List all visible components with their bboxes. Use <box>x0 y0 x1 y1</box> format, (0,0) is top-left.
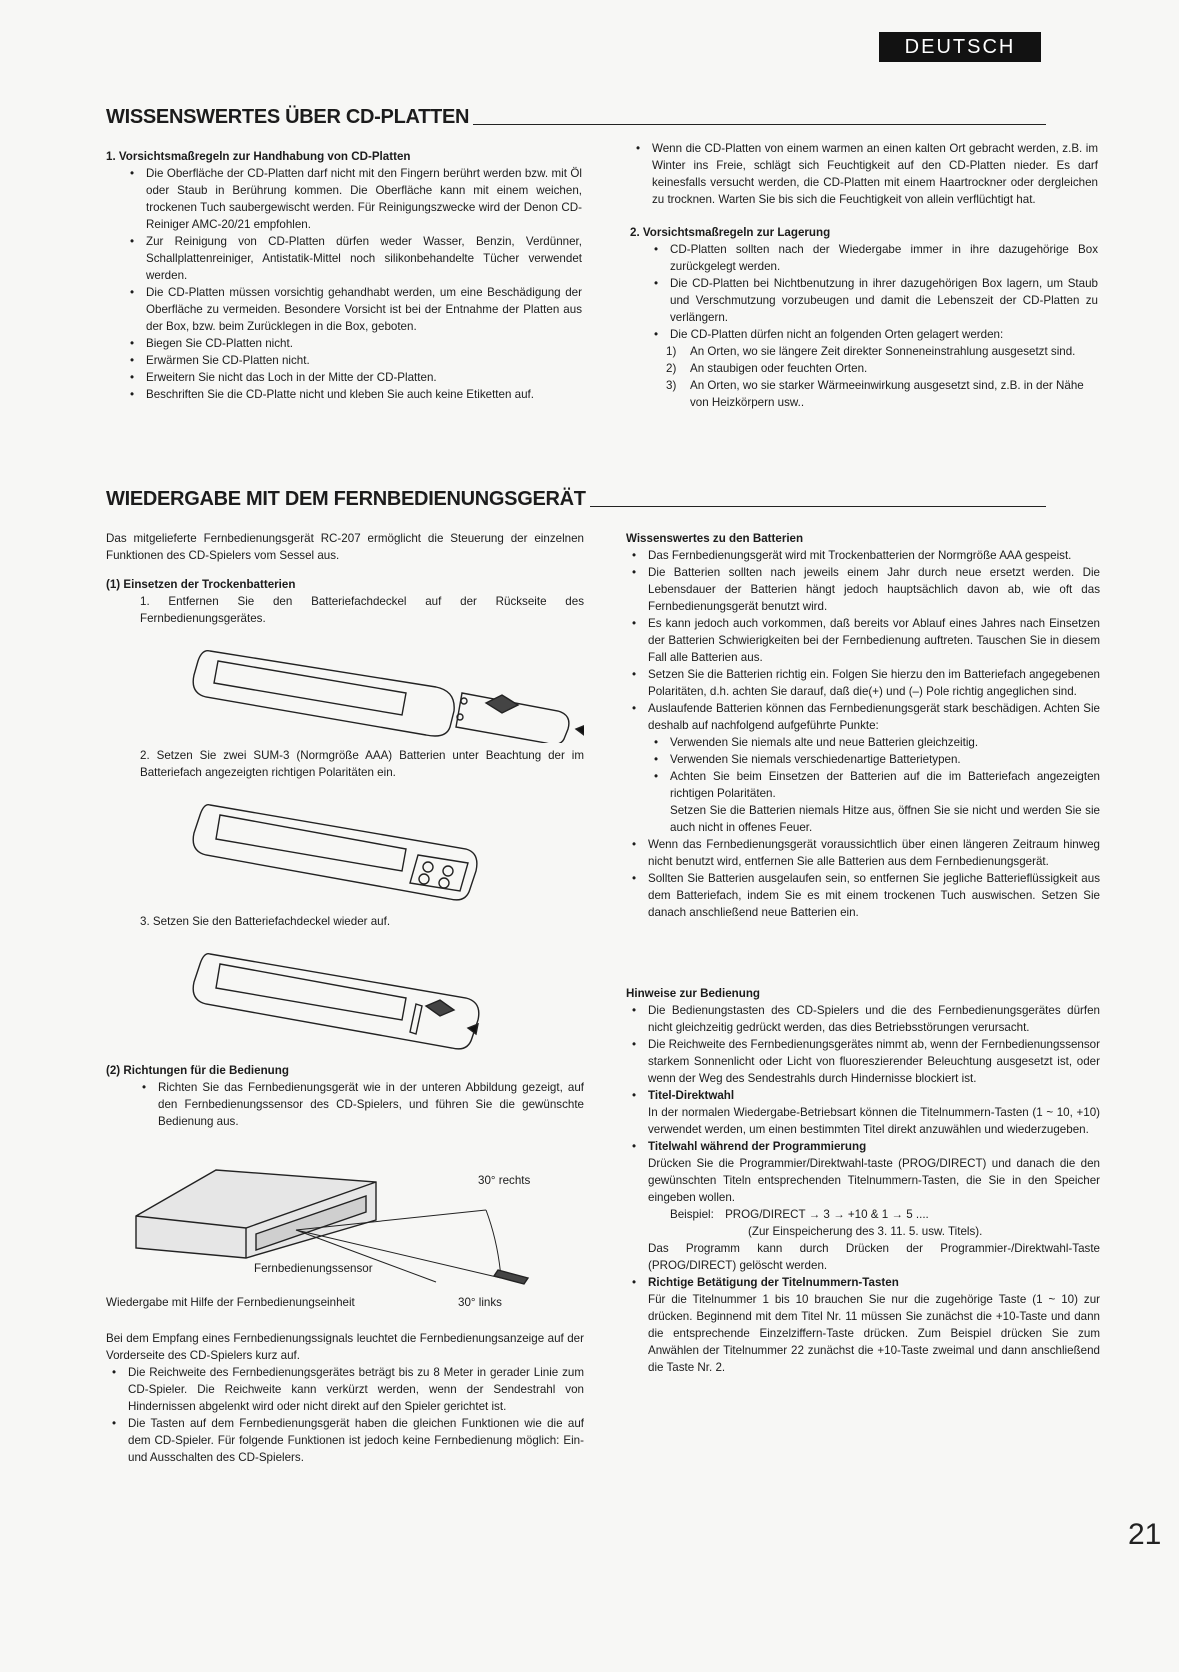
notes-bullet-list <box>626 1002 1100 1376</box>
list-item: • Biegen Sie CD-Platten nicht. <box>124 335 582 352</box>
item1-bullet-list <box>106 165 582 403</box>
signal-paragraph: Bei dem Empfang eines Fernbedienungssignals leuchtet die Fernbedienungsanzeige auf der Vorderseite des CD-Spielers kurz auf. <box>106 1332 584 1362</box>
list-item: • Das Fernbedienungsgerät wird mit Trockenbatterien der Normgröße AAA gespeist. <box>626 547 1100 564</box>
correct-text: Für die Titelnummer 1 bis 10 brauchen Sie nur die zugehörige Taste (1 ~ 10) zur drücken. Beginnend mit dem Titel Nr. 11 müssen Sie zunächst die +10-Taste und dann die entsprechende Einzelziffern-Taste drücken. Zum Beispiel drücken Sie zum Anwählen der Titelnummer 22 zunächst die +10-Taste zweimal und dann anschließend die Taste Nr. 2. <box>648 1293 1100 1374</box>
heading-rule <box>590 506 1046 507</box>
remote-cover-removal-figure <box>106 631 584 743</box>
section-heading-cd-platten <box>106 106 1046 129</box>
step2-text: 2. Setzen Sie zwei SUM-3 (Normgröße AAA) Batterien unter Beachtung der im Batteriefach angezeigten richtigen Polaritäten ein. <box>140 749 584 779</box>
page-number: 21 <box>1128 1518 1162 1551</box>
list-item <box>666 360 1098 377</box>
battery-title: Wissenswertes zu den Batterien <box>626 532 804 545</box>
list-item: • Die Oberfläche der CD-Platten darf nicht mit den Fingern berührt werden bzw. mit Öl oder Staub in Berührung kommen. Die Oberfläche kann mit einem weichen, trockenen Tuch saubergewischt werden. Für Reinigungszwecke wird der Denon CD-Reiniger AMC-20/21 empfohlen. <box>124 165 582 233</box>
list-item <box>626 1087 1100 1138</box>
step3-text: 3. Setzen Sie den Batteriefachdeckel wieder auf. <box>140 915 391 928</box>
list-item: • Achten Sie beim Einsetzen der Batterien auf die im Batteriefach angezeigten richtigen Polaritäten. <box>648 768 1100 802</box>
list-item: • Wenn das Fernbedienungsgerät voraussichtlich über einen längeren Zeitraum hinweg nicht benutzt wird, entfernen Sie alle Batterien aus dem Fernbedienungsgerät. <box>626 836 1100 870</box>
heading-rule <box>473 124 1046 125</box>
sensor-label: Fernbedienungssensor <box>254 1262 373 1275</box>
place-number: 1) <box>666 345 677 358</box>
section-heading-fernbedienung <box>106 488 1046 511</box>
language-tab: DEUTSCH <box>879 32 1041 62</box>
list-item: • Die CD-Platten müssen vorsichtig gehandhabt werden, um eine Beschädigung der Oberfläche zu vermeiden. Besondere Vorsicht ist bei der Entnahme der Platten aus der Box, bzw. beim Zurücklegen in die Box, geboten. <box>124 284 582 335</box>
list-item: • Auslaufende Batterien können das Fernbedienungsgerät stark beschädigen. Achten Sie deshalb auf nachfolgend aufgeführte Punkte: <box>626 700 1100 734</box>
part2-title: (2) Richtungen für die Bedienung <box>106 1064 289 1077</box>
section2-right-column <box>626 530 1100 1376</box>
list-item: • Die Reichweite des Fernbedienungsgerätes beträgt bis zu 8 Meter in gerader Linie zum CD-Spieler. Die Reichweite kann verkürzt werden, wenn der Sendestrahl von Hindernissen abgelenkt wird oder nicht direkt auf den Spieler gerichtet ist. <box>106 1364 584 1415</box>
angle-left-label: 30° links <box>458 1296 502 1309</box>
list-item: • Wenn die CD-Platten von einem warmen an einen kalten Ort gebracht werden, z.B. im Winter ins Freie, schlägt sich Feuchtigkeit auf den CD-Platten nieder. Es darf keinesfalls versucht werden, die CD-Platten mit einem Haartrockner oder dergleichen zu trocknen. Warten Sie bis sich die Feuchtigkeit von allein verflüchtigt hat. <box>630 140 1098 208</box>
list-item <box>666 377 1098 411</box>
step1-text: 1. Entfernen Sie den Batteriefachdeckel auf der Rückseite des Fernbedienungsgerätes. <box>140 595 584 625</box>
place-text: An Orten, wo sie starker Wärmeeinwirkung ausgesetzt sind, z.B. in der Nähe von Heizkörpern usw.. <box>690 379 1084 409</box>
list-item: • Die Bedienungstasten des CD-Spielers und die des Fernbedienungsgerätes dürfen nicht gleichzeitig gedrückt werden, das dies Betriebsstörungen verursacht. <box>626 1002 1100 1036</box>
list-item: • Zur Reinigung von CD-Platten dürfen weder Wasser, Benzin, Verdünner, Schallplattenreiniger, Antistatik-Mittel noch silikonbehandelte Tücher verwendet werden. <box>124 233 582 284</box>
section1-right-column <box>630 140 1098 411</box>
list-item: • Richten Sie das Fernbedienungsgerät wie in der unteren Abbildung gezeigt, auf den Fernbedienungssensor des CD-Spielers, und führen Sie die gewünschte Bedienung aus. <box>136 1079 584 1130</box>
example-note: (Zur Einspeicherung des 3. 11. 5. usw. Titels). <box>748 1225 983 1238</box>
angle-right-label: 30° rechts <box>478 1174 531 1187</box>
storage-places-list <box>630 343 1098 411</box>
diagram-caption: Wiedergabe mit Hilfe der Fernbedienungseinheit <box>106 1296 355 1309</box>
place-text: An Orten, wo sie längere Zeit direkter Sonneneinstrahlung ausgesetzt sind. <box>690 345 1076 358</box>
list-item: • Erweitern Sie nicht das Loch in der Mitte der CD-Platten. <box>124 369 582 386</box>
list-item: • Die Reichweite des Fernbedienungsgerätes nimmt ab, wenn der Fernbedienungssensor starkem Sonnenlicht oder Licht von fluoreszierender Beleuchtung ausgesetzt ist, oder wenn der Weg des Sendestrahls durch Hindernisse blockiert ist. <box>626 1036 1100 1087</box>
operating-direction-diagram <box>106 1130 584 1294</box>
section-heading-text: WISSENSWERTES ÜBER CD-PLATTEN <box>106 106 470 128</box>
place-number: 2) <box>666 362 677 375</box>
diagram-caption-row <box>106 1294 584 1314</box>
battery-bullet-list <box>626 547 1100 734</box>
battery-insertion-figure <box>106 785 584 909</box>
place-text: An staubigen oder feuchten Orten. <box>690 362 868 375</box>
list-item: • Setzen Sie die Batterien richtig ein. Folgen Sie hierzu den im Batteriefach angegebenen Polaritäten, d.h. achten Sie darauf, daß die(+) und (–) Pole richtig angeglichen sind. <box>626 666 1100 700</box>
battery-sub-bullet-list <box>626 734 1100 802</box>
part2-bullet-list <box>106 1079 584 1130</box>
example-label: Beispiel: <box>670 1208 714 1221</box>
list-item: • Beschriften Sie die CD-Platte nicht und kleben Sie auch keine Etiketten auf. <box>124 386 582 403</box>
list-item: • Die CD-Platten bei Nichtbenutzung in ihrer dazugehörigen Box lagern, um Staub und Verschmutzung vorzubeugen und damit die Lebenszeit der CD-Platten zu verlängern. <box>648 275 1098 326</box>
list-item <box>626 1274 1100 1376</box>
item1-title: 1. Vorsichtsmaßregeln zur Handhabung von CD-Platten <box>106 150 411 163</box>
section-heading-text: WIEDERGABE MIT DEM FERNBEDIENUNGSGERÄT <box>106 488 586 510</box>
list-item <box>666 343 1098 360</box>
list-item: • Die Batterien sollten nach jeweils einem Jahr durch neue ersetzt werden. Die Lebensdauer der Batterien hängt jedoch hauptsächlich davon ab, wie oft das Fernbedienungsgerät benutzt wird. <box>626 564 1100 615</box>
list-item: • Sollten Sie Batterien ausgelaufen sein, so entfernen Sie jegliche Batterieflüssigkeit aus dem Batteriefach, indem Sie es mit einem trockenen Tuch auswischen. Setzen Sie danach anschließend neue Batterien ein. <box>626 870 1100 921</box>
notes-title: Hinweise zur Bedienung <box>626 987 760 1000</box>
intro-paragraph: Das mitgelieferte Fernbedienungsgerät RC-207 ermöglicht die Steuerung der einzelnen Funktionen des CD-Spielers vom Sessel aus. <box>106 532 584 562</box>
part1-title: (1) Einsetzen der Trockenbatterien <box>106 578 296 591</box>
list-item: • Verwenden Sie niemals alte und neue Batterien gleichzeitig. <box>648 734 1100 751</box>
signal-bullet-list <box>106 1364 584 1466</box>
list-item: • Die Tasten auf dem Fernbedienungsgerät haben die gleichen Funktionen wie die auf dem CD-Spieler. Für folgende Funktionen ist jedoch keine Fernbedienung möglich: Ein- und Ausschalten des CD-Spielers. <box>106 1415 584 1466</box>
remote-cover-replace-figure <box>106 934 584 1054</box>
condensation-bullet-list <box>630 140 1098 208</box>
battery-bullet-list-2 <box>626 836 1100 921</box>
section1-left-column <box>106 148 582 403</box>
list-item: • Erwärmen Sie CD-Platten nicht. <box>124 352 582 369</box>
battery-sub-note: Setzen Sie die Batterien niemals Hitze aus, öffnen Sie sie nicht und werden Sie sie auch nicht in offenes Feuer. <box>670 804 1100 834</box>
prog-delete-text: Das Programm kann durch Drücken der Programmier-/Direktwahl-Taste (PROG/DIRECT) gelöscht werden. <box>648 1242 1100 1272</box>
list-item <box>626 1138 1100 1274</box>
list-item: • Die CD-Platten dürfen nicht an folgenden Orten gelagert werden: <box>648 326 1098 343</box>
prog-title: Titelwahl während der Programmierung <box>648 1140 867 1153</box>
direct-title: Titel-Direktwahl <box>648 1089 735 1102</box>
correct-title: Richtige Betätigung der Titelnummern-Tasten <box>648 1276 899 1289</box>
example-keys: PROG/DIRECT → 3 → +10 & 1 → 5 .... <box>725 1208 929 1221</box>
list-item: • Es kann jedoch auch vorkommen, daß bereits vor Ablauf eines Jahres nach Einsetzen der Batterien Schwierigkeiten bei der Fernbedienung auftreten. Tauschen Sie in diesem Fall alle Batterien aus. <box>626 615 1100 666</box>
item2-title: 2. Vorsichtsmaßregeln zur Lagerung <box>630 226 831 239</box>
list-item: • Verwenden Sie niemals verschiedenartige Batterietypen. <box>648 751 1100 768</box>
section2-left-column <box>106 530 584 1466</box>
prog-text: Drücken Sie die Programmier/Direktwahl-taste (PROG/DIRECT) und danach die den gewünschten Titeln entsprechenden Titelnummern-Tasten, die Sie in den Speicher eingeben wollen. <box>648 1157 1100 1204</box>
item2-bullet-list <box>630 241 1098 343</box>
place-number: 3) <box>666 379 677 392</box>
direct-text: In der normalen Wiedergabe-Betriebsart können die Titelnummern-Tasten (1 ~ 10, +10) verwendet werden, um einen bestimmten Titel direkt anzuwählen und wiederzugeben. <box>648 1106 1100 1136</box>
list-item: • CD-Platten sollten nach der Wiedergabe immer in ihre dazugehörige Box zurückgelegt werden. <box>648 241 1098 275</box>
